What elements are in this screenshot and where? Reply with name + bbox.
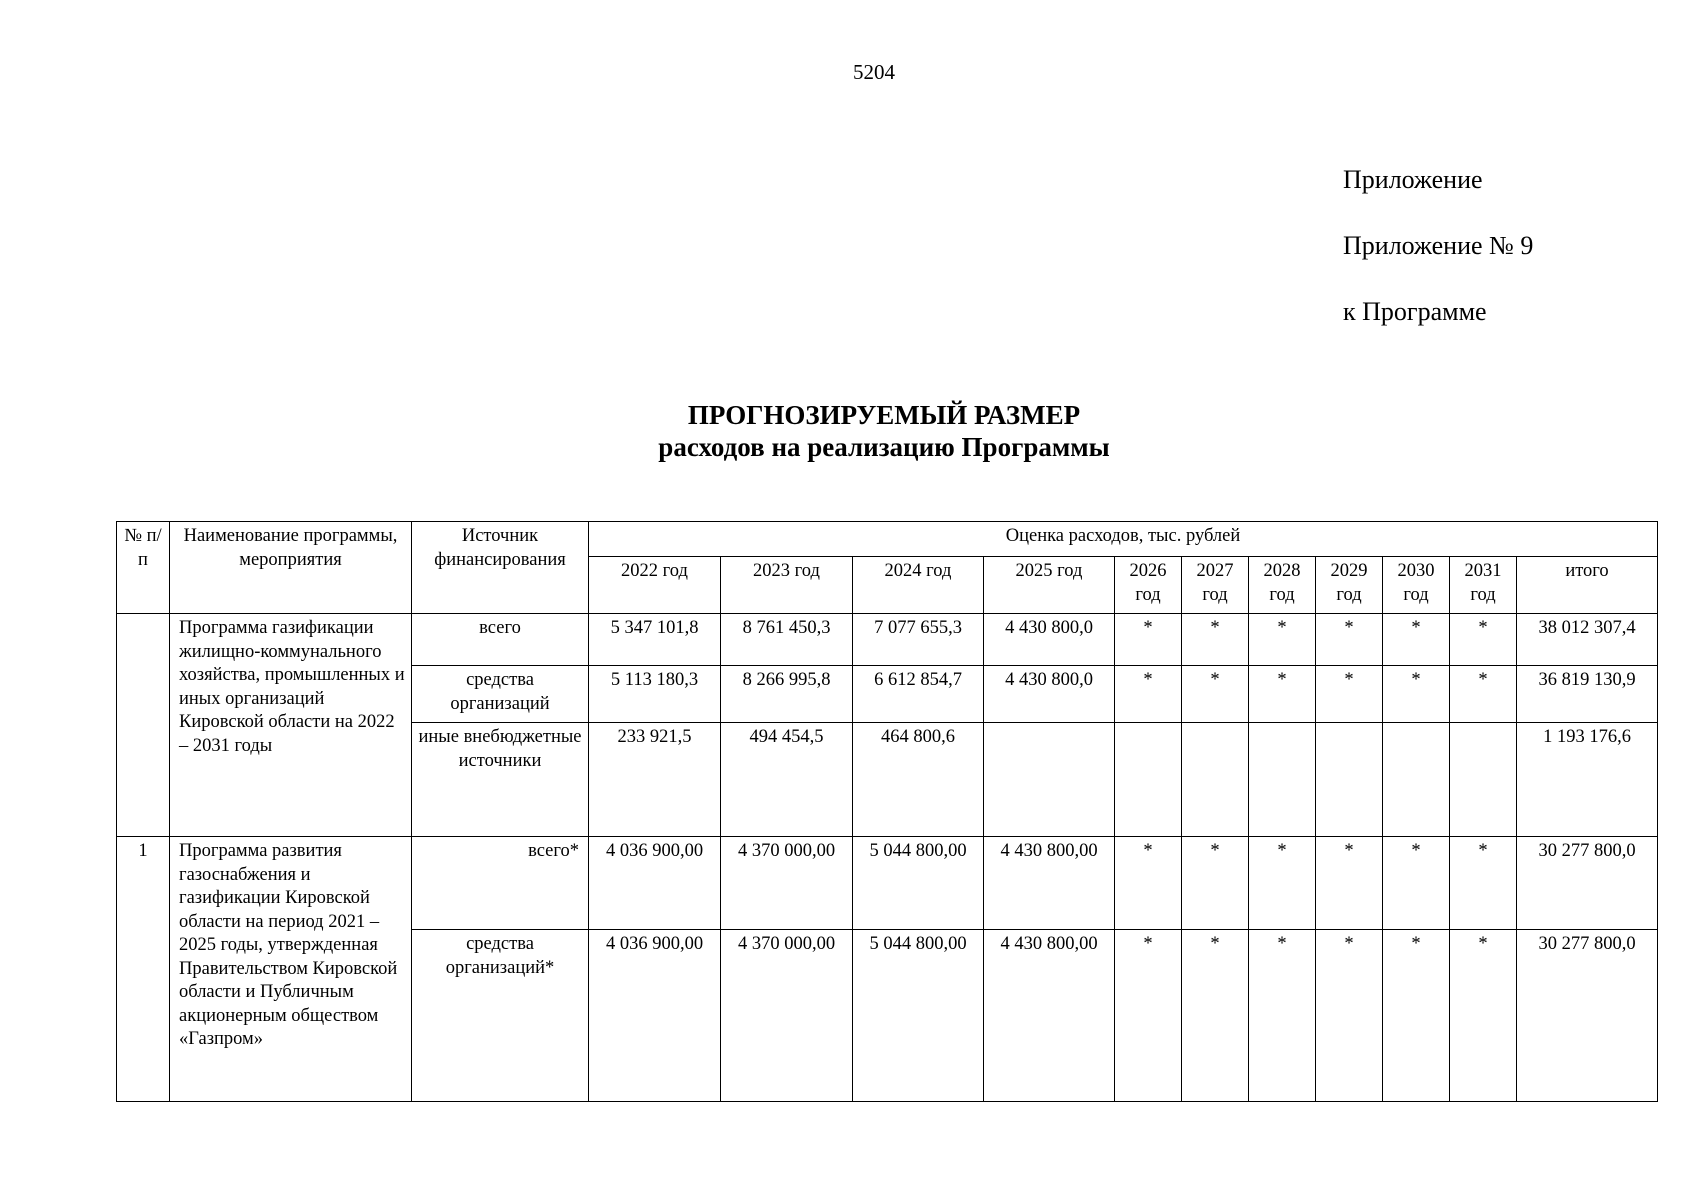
header-year-2028: 2028 год bbox=[1249, 557, 1316, 614]
total-cell: 36 819 130,9 bbox=[1517, 666, 1658, 723]
title-line-2: расходов на реализацию Программы bbox=[658, 432, 1110, 462]
header-year-2027: 2027 год bbox=[1182, 557, 1249, 614]
value-cell: 4 430 800,0 bbox=[984, 666, 1115, 723]
value-cell: 4 036 900,00 bbox=[589, 930, 721, 1102]
title-line-1: ПРОГНОЗИРУЕМЫЙ РАЗМЕР bbox=[687, 400, 1081, 430]
value-cell: * bbox=[1182, 837, 1249, 930]
value-cell: * bbox=[1249, 614, 1316, 666]
value-cell bbox=[1249, 723, 1316, 837]
total-cell: 38 012 307,4 bbox=[1517, 614, 1658, 666]
value-cell bbox=[1450, 723, 1517, 837]
value-cell: 7 077 655,3 bbox=[853, 614, 984, 666]
total-cell: 30 277 800,0 bbox=[1517, 930, 1658, 1102]
header-year-2024: 2024 год bbox=[853, 557, 984, 614]
total-cell: 1 193 176,6 bbox=[1517, 723, 1658, 837]
value-cell: 4 370 000,00 bbox=[721, 837, 853, 930]
value-cell bbox=[984, 723, 1115, 837]
value-cell: * bbox=[1182, 930, 1249, 1102]
value-cell: * bbox=[1115, 666, 1182, 723]
value-cell: * bbox=[1316, 666, 1383, 723]
source-cell: иные внебюджетные источники bbox=[412, 723, 589, 837]
value-cell: * bbox=[1450, 614, 1517, 666]
value-cell bbox=[1182, 723, 1249, 837]
value-cell: 233 921,5 bbox=[589, 723, 721, 837]
value-cell: * bbox=[1182, 666, 1249, 723]
header-year-2030: 2030 год bbox=[1383, 557, 1450, 614]
value-cell: * bbox=[1115, 837, 1182, 930]
value-cell: 4 430 800,0 bbox=[984, 614, 1115, 666]
row-num bbox=[117, 614, 170, 837]
header-year-2023: 2023 год bbox=[721, 557, 853, 614]
source-cell: всего* bbox=[412, 837, 589, 930]
total-cell: 30 277 800,0 bbox=[1517, 837, 1658, 930]
value-cell: 5 044 800,00 bbox=[853, 930, 984, 1102]
header-year-2022: 2022 год bbox=[589, 557, 721, 614]
appendix-line-2: Приложение № 9 bbox=[1343, 231, 1534, 260]
value-cell: * bbox=[1316, 614, 1383, 666]
value-cell: 494 454,5 bbox=[721, 723, 853, 837]
value-cell: * bbox=[1249, 666, 1316, 723]
source-cell: всего bbox=[412, 614, 589, 666]
value-cell: * bbox=[1450, 930, 1517, 1102]
value-cell: 5 347 101,8 bbox=[589, 614, 721, 666]
value-cell: * bbox=[1115, 614, 1182, 666]
header-year-2031: 2031 год bbox=[1450, 557, 1517, 614]
header-year-2029: 2029 год bbox=[1316, 557, 1383, 614]
value-cell bbox=[1383, 723, 1450, 837]
value-cell: * bbox=[1249, 930, 1316, 1102]
value-cell: 4 370 000,00 bbox=[721, 930, 853, 1102]
header-estimate: Оценка расходов, тыс. рублей bbox=[589, 522, 1658, 557]
value-cell: * bbox=[1383, 666, 1450, 723]
header-name: Наименование программы, мероприятия bbox=[170, 522, 412, 614]
source-cell: средства организаций* bbox=[412, 930, 589, 1102]
value-cell bbox=[1115, 723, 1182, 837]
value-cell: * bbox=[1115, 930, 1182, 1102]
value-cell: * bbox=[1316, 930, 1383, 1102]
value-cell: * bbox=[1316, 837, 1383, 930]
value-cell: 6 612 854,7 bbox=[853, 666, 984, 723]
header-year-2025: 2025 год bbox=[984, 557, 1115, 614]
value-cell: 8 761 450,3 bbox=[721, 614, 853, 666]
document-title bbox=[0, 399, 1697, 463]
value-cell: 8 266 995,8 bbox=[721, 666, 853, 723]
appendix-block bbox=[1343, 147, 1533, 345]
value-cell: * bbox=[1182, 614, 1249, 666]
value-cell: * bbox=[1383, 614, 1450, 666]
header-source: Источник финансирования bbox=[412, 522, 589, 614]
value-cell: 4 036 900,00 bbox=[589, 837, 721, 930]
value-cell bbox=[1316, 723, 1383, 837]
value-cell: 464 800,6 bbox=[853, 723, 984, 837]
header-num: № п/п bbox=[117, 522, 170, 614]
expenses-table bbox=[116, 521, 1658, 1102]
appendix-line-1: Приложение bbox=[1343, 165, 1483, 194]
value-cell: * bbox=[1249, 837, 1316, 930]
appendix-line-3: к Программе bbox=[1343, 297, 1487, 326]
value-cell: * bbox=[1383, 930, 1450, 1102]
value-cell: 5 113 180,3 bbox=[589, 666, 721, 723]
value-cell: * bbox=[1450, 837, 1517, 930]
source-cell: средства организаций bbox=[412, 666, 589, 723]
program-name: Программа газификации жилищно-коммунального хозяйства, промышленных и иных организаций Кировской области на 2022 – 2031 годы bbox=[170, 614, 412, 837]
header-year-2026: 2026 год bbox=[1115, 557, 1182, 614]
row-num: 1 bbox=[117, 837, 170, 1102]
header-total: итого bbox=[1517, 557, 1658, 614]
value-cell: 4 430 800,00 bbox=[984, 837, 1115, 930]
page-number: 5204 bbox=[853, 60, 895, 84]
program-name: Программа развития газоснабжения и газификации Кировской области на период 2021 – 2025 годы, утвержденная Правительством Кировской области и Публичным акционерным обществом «Газпром» bbox=[170, 837, 412, 1102]
value-cell: * bbox=[1383, 837, 1450, 930]
table-row bbox=[117, 614, 1658, 666]
value-cell: 5 044 800,00 bbox=[853, 837, 984, 930]
value-cell: * bbox=[1450, 666, 1517, 723]
table-row bbox=[117, 837, 1658, 930]
value-cell: 4 430 800,00 bbox=[984, 930, 1115, 1102]
